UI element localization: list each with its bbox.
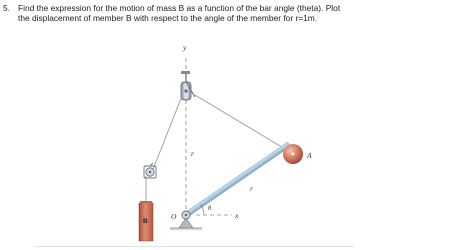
- theta-label: θ: [208, 205, 212, 212]
- string-to-ball-a: [195, 95, 290, 152]
- page-bottom-rule: [34, 246, 354, 247]
- ball-a-label: A: [307, 151, 312, 160]
- ball-a-pin: [292, 153, 295, 156]
- block-b-label: B: [143, 218, 148, 225]
- problem-text-line-2: the displacement of member B with respect to the angle of the member for r=1m.: [18, 13, 318, 23]
- pivot-center: [185, 214, 188, 217]
- bar: [185, 142, 291, 217]
- vertical-r-label: r: [191, 149, 194, 158]
- problem-number: 5.: [3, 3, 10, 13]
- origin-label: O: [171, 212, 177, 221]
- x-axis-label: x: [235, 211, 239, 220]
- y-axis-label: y: [183, 43, 187, 52]
- top-pulley-hanger: [181, 71, 190, 74]
- top-pulley: [181, 82, 191, 100]
- string-to-left-pulley: [152, 96, 182, 172]
- bar-r-label: r: [250, 184, 253, 193]
- problem-text-line-1: Find the expression for the motion of mass B as a function of the bar angle (theta). Plot: [18, 3, 341, 13]
